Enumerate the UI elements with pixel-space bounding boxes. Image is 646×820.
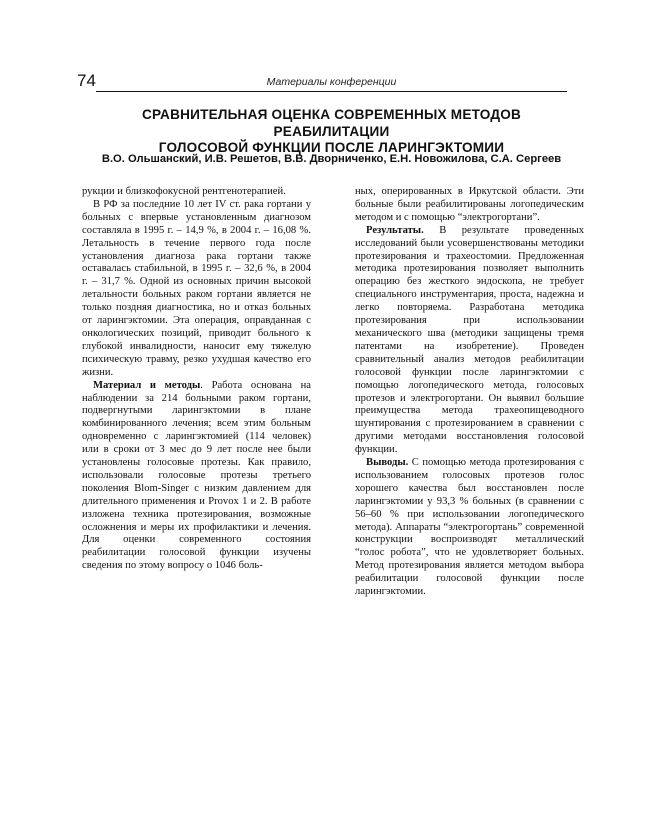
- header-rule: [96, 91, 567, 92]
- paragraph-conclusions: [355, 457, 584, 599]
- left-column: [82, 186, 311, 573]
- article-title-line-1: СРАВНИТЕЛЬНАЯ ОЦЕНКА СОВРЕМЕННЫХ МЕТОДОВ РЕАБИЛИТАЦИИ: [141, 107, 522, 139]
- conclusions-text: С помощью метода протезирования с использованием голосовых протезов голос хорошего качества был восстановлен после ларингэктомии у 93,3 % больных (в сравнении с 56–60 % при использовании логопедического метода). Аппараты “электрогортань” современной конструкции воспроизводят металлический “голос робота”, что не удовлетворяет больных. Метод протезирования является методом выбора реабилитации голосовой функции после ларингэктомии.: [355, 457, 584, 598]
- results-text: В результате проведенных исследований были усовершенствованы методики протезирования и трахеостомии. Предложенная методика протезирования позволяет выполнить операцию без жесткого эндоскопа, не требует специального инструментария, проста, надежна и легко повторяема. Разработана методика протезирования при использовании механического шва (методики защищены тремя патентами на изобретение). Проведен сравнительный анализ методов реабилитации голосовой функции после ларингэктомии с помощью логопедического метода, голосовых протезов и электрогортани. Он выявил большие преимущества метода трахеопищеводного шунтирования с протезированием в сравнении с другими методами восстановления голосовой функции.: [355, 224, 584, 456]
- paragraph-continued-right: ных, оперированных в Иркутской области. Эти больные были реабилитированы логопедическим методом и с помощью “электрогортани”.: [355, 186, 584, 223]
- paragraph-statistics: В РФ за последние 10 лет IV ст. рака гортани у больных с впервые установленным диагнозом составляла в 1995 г. – 14,9 %, в 2004 г. – 16,08 %. Летальность в течение первого года после установления диагноза рака гортани также оставалась стабильной, в 1995 г. – 32,6 %, в 2004 г. – 31,7 %. Одной из основных причин высокой летальности больных раком гортани является не только поздняя диагностика, но и отказ больных от ларингэктомии. Эта операция, оправданная с онкологических позиций, приводит больного к глубокой инвалидности, наносит ему тяжелую психическую травму, резко ухудшая качество его жизни.: [82, 198, 311, 378]
- section-heading-conclusions: Выводы.: [366, 457, 409, 469]
- section-heading-materials: Материал и методы: [93, 379, 201, 391]
- paragraph-materials-methods: [82, 380, 311, 574]
- running-title: Материалы конференции: [266, 76, 397, 88]
- page-number: 74: [77, 71, 96, 90]
- paragraph-continued: рукции и близкофокусной рентгенотерапией.: [82, 186, 286, 197]
- paragraph-results: [355, 225, 584, 457]
- article-title-line-2: ГОЛОСОВОЙ ФУНКЦИИ ПОСЛЕ ЛАРИНГЭКТОМИИ: [158, 140, 505, 155]
- section-heading-results: Результаты.: [366, 224, 424, 236]
- right-column: [355, 186, 584, 599]
- materials-methods-text: . Работа основана на наблюдении за 214 больными раком гортани, подвергнутыми ларингэктомии в плане комбинированного лечения; всем этим больным одновременно с ларингэктомией (114 человек) или в сроки от 3 мес до 9 лет после нее были установлены голосовые протезы. Как правило, использовали голосовые протезы третьего поколения Blom-Singer с низким давлением для длительного применения и Provox 1 и 2. В работе изложена техника протезирования, возможные осложнения и меры их профилактики и лечения. Для оценки современного состояния реабилитации голосовой функции изучены сведения по этому вопросу о 1046 боль-: [82, 379, 311, 572]
- author-list: В.О. Ольшанский, И.В. Решетов, В.В. Дворниченко, Е.Н. Новожилова, С.А. Сергеев: [101, 153, 562, 165]
- article-title: [96, 107, 567, 157]
